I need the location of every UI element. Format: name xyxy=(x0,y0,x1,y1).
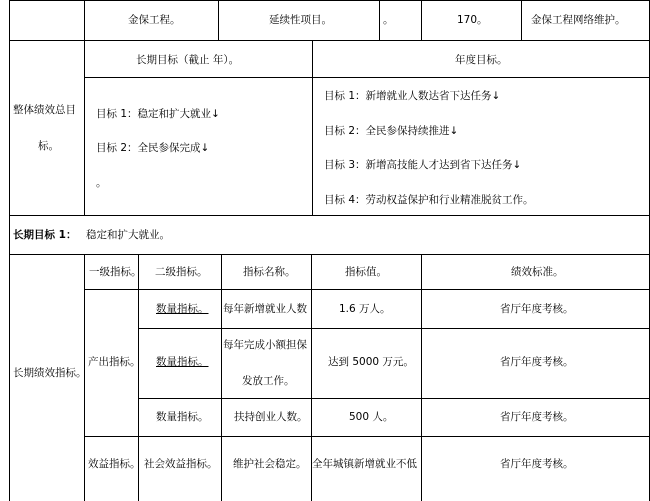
project-blank: 。 xyxy=(383,14,394,26)
long-term-goal-1-value: 稳定和扩大就业。 xyxy=(86,229,170,241)
table-border-left xyxy=(9,0,10,501)
table-row-level2: 数量指标。 xyxy=(156,411,209,423)
annual-goal-item: 目标 3：新增高技能人才达到省下达任务↓ xyxy=(324,159,522,171)
row-divider xyxy=(84,436,650,437)
project-type: 延续性项目。 xyxy=(269,14,332,26)
table-row-value: 500 人。 xyxy=(349,411,394,423)
table-row-standard: 省厅年度考核。 xyxy=(500,458,574,470)
table-row-name: 每年新增就业人数 xyxy=(223,303,307,315)
table-row-name: 每年完成小额担保 xyxy=(223,339,307,351)
table-row-name-cont: 发放工作。 xyxy=(242,375,295,387)
annual-goal-header: 年度目标。 xyxy=(455,54,508,66)
header-standard: 绩效标准。 xyxy=(511,266,564,278)
long-term-goal-item: 目标 2：全民参保完成↓ xyxy=(96,142,210,154)
table-row-value: 达到 5000 万元。 xyxy=(328,356,414,368)
effect-indicator-label: 效益指标。 xyxy=(88,458,141,470)
annual-goal-item: 目标 2：全民参保持续推进↓ xyxy=(324,125,459,137)
col-divider xyxy=(521,0,522,40)
col-divider xyxy=(218,0,219,40)
long-term-goal-item: 目标 1：稳定和扩大就业↓ xyxy=(96,108,220,120)
table-row-name: 扶持创业人数。 xyxy=(234,411,308,423)
row-divider xyxy=(9,215,650,216)
table-row-standard: 省厅年度考核。 xyxy=(500,411,574,423)
output-indicator-label: 产出指标。 xyxy=(88,356,141,368)
long-term-indicators-label: 长期绩效指标。 xyxy=(13,367,87,379)
table-row-level2: 数量指标。 xyxy=(156,356,209,368)
table-row-level2: 数量指标。 xyxy=(156,303,209,315)
col-divider xyxy=(221,254,222,501)
row-divider xyxy=(9,254,650,255)
col-divider xyxy=(421,0,422,40)
table-row-value: 全年城镇新增就业不低 xyxy=(312,458,417,470)
overall-goal-label-cont: 标。 xyxy=(38,140,59,152)
table-border-top xyxy=(9,0,650,1)
col-divider xyxy=(84,0,85,215)
long-term-goal-1-label: 长期目标 1： xyxy=(13,229,77,241)
row-divider xyxy=(138,328,650,329)
col-divider xyxy=(421,254,422,501)
long-term-goal-header: 长期目标（截止 年）。 xyxy=(136,54,240,66)
annual-goal-item: 目标 1：新增就业人数达省下达任务↓ xyxy=(324,90,501,102)
row-divider xyxy=(9,40,650,41)
header-value: 指标值。 xyxy=(345,266,387,278)
project-amount: 170。 xyxy=(457,14,488,26)
annual-goal-item: 目标 4：劳动权益保护和行业精准脱贫工作。 xyxy=(324,194,534,206)
table-row-level2: 社会效益指标。 xyxy=(144,458,218,470)
long-term-goal-item: 。 xyxy=(96,177,107,189)
header-level2: 二级指标。 xyxy=(155,266,208,278)
header-level1: 一级指标。 xyxy=(89,266,142,278)
header-name: 指标名称。 xyxy=(243,266,296,278)
project-name: 金保工程。 xyxy=(128,14,181,26)
col-divider xyxy=(312,40,313,215)
row-divider xyxy=(84,77,650,78)
table-row-name: 维护社会稳定。 xyxy=(233,458,307,470)
col-divider xyxy=(379,0,380,40)
row-divider xyxy=(138,398,650,399)
overall-goal-label: 整体绩效总目 xyxy=(13,104,76,116)
table-row-standard: 省厅年度考核。 xyxy=(500,356,574,368)
table-row-value: 1.6 万人。 xyxy=(339,303,391,315)
project-content: 金保工程网络维护。 xyxy=(531,14,626,26)
table-row-standard: 省厅年度考核。 xyxy=(500,303,574,315)
row-divider xyxy=(84,289,650,290)
